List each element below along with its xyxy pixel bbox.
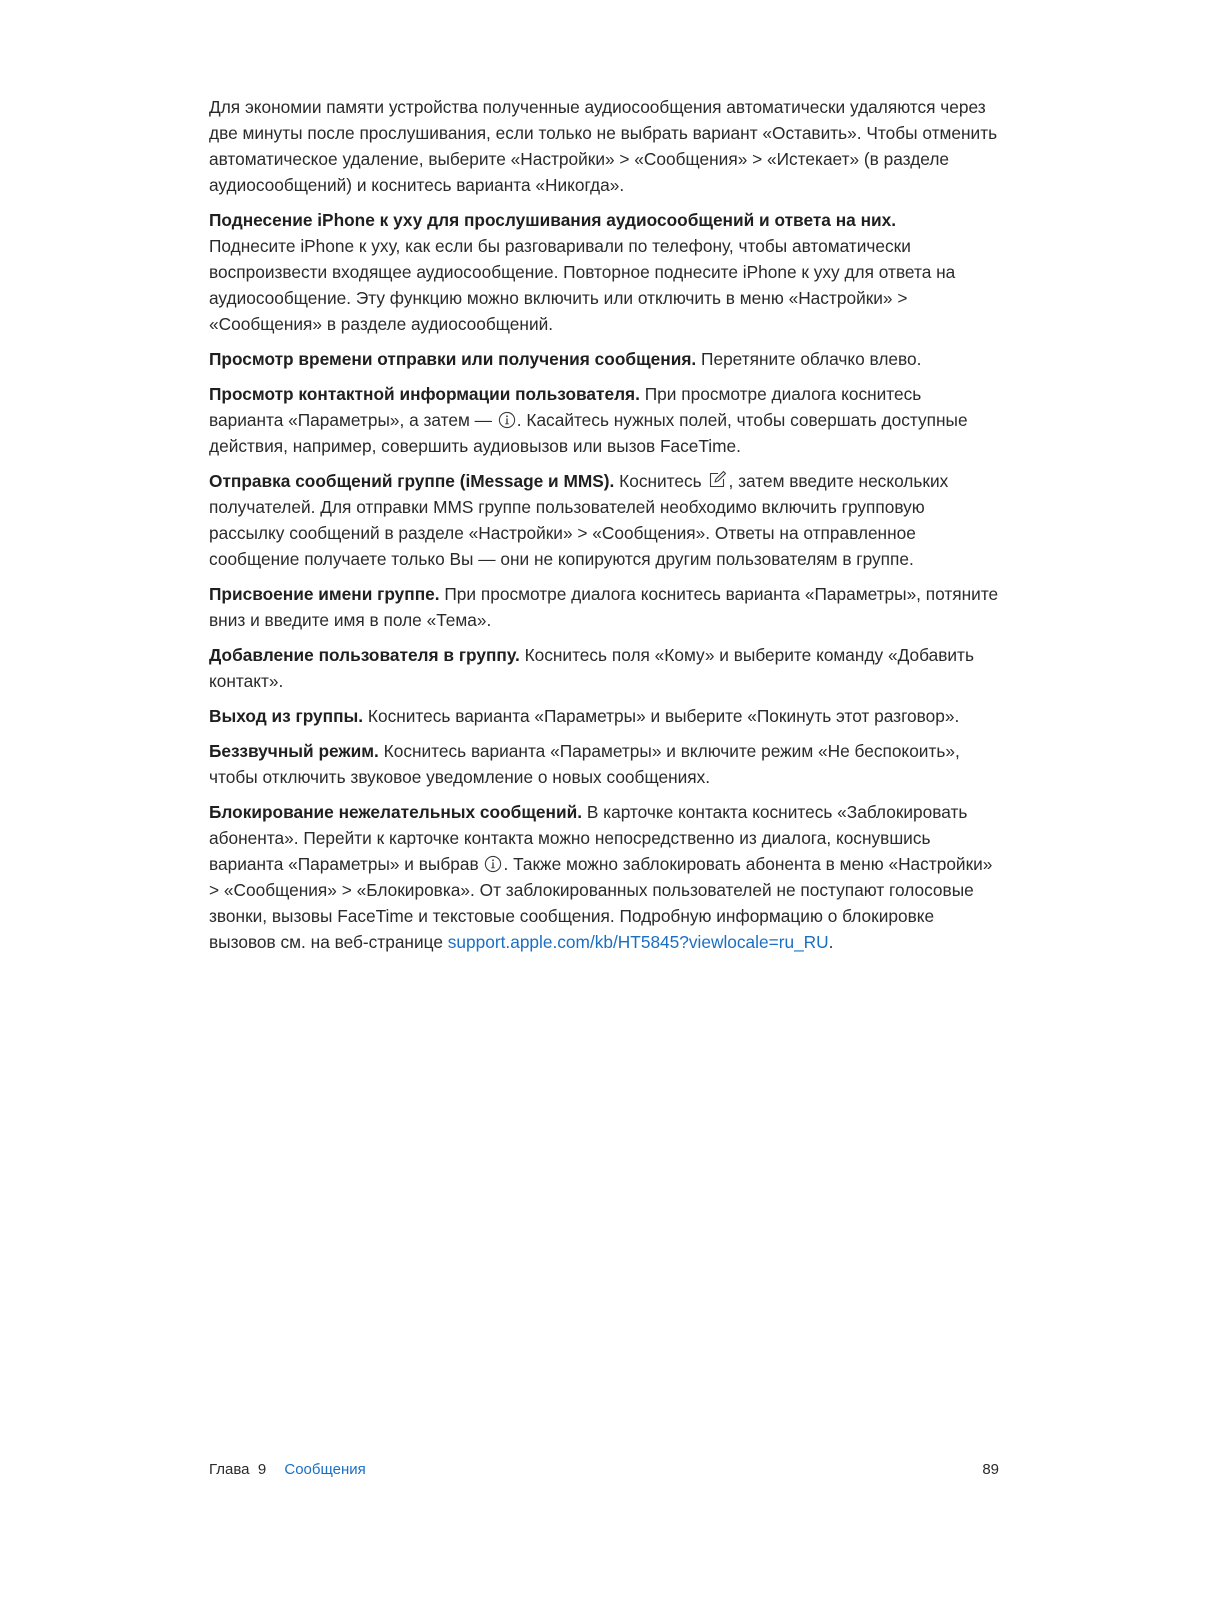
document-body — [209, 94, 999, 964]
support-link[interactable]: support.apple.com/kb/HT5845?viewlocale=ru_RU — [447, 932, 829, 952]
paragraph-text: , затем введите нескольких получателей. Для отправки MMS группе пользователей необходимо включить групповую рассылку сообщений в разделе «Настройки» > «Сообщения». Ответы на отправленное сообщение получаете только Вы — они не копируются другим пользователям в группе. — [209, 471, 949, 569]
paragraph-text: Коснитесь — [619, 471, 702, 491]
paragraph-group-name — [209, 581, 999, 633]
paragraph-block-messages — [209, 799, 999, 955]
paragraph-text: Коснитесь поля «Кому» и выберите команду «Добавить контакт». — [209, 645, 974, 691]
paragraph-heading: Просмотр времени отправки или получения сообщения. — [209, 349, 697, 369]
info-icon — [484, 855, 502, 873]
paragraph-heading: Присвоение имени группе. — [209, 584, 440, 604]
page-number: 89 — [982, 1461, 999, 1478]
paragraph-text: Коснитесь варианта «Параметры» и включите режим «Не беспокоить», чтобы отключить звуковое уведомление о новых сообщениях. — [209, 741, 960, 787]
paragraph-heading: Беззвучный режим. — [209, 741, 379, 761]
paragraph-heading: Блокирование нежелательных сообщений. — [209, 802, 582, 822]
paragraph-heading: Просмотр контактной информации пользователя. — [209, 384, 640, 404]
paragraph-heading: Выход из группы. — [209, 706, 364, 726]
paragraph-text: Перетяните облачко влево. — [701, 349, 922, 369]
paragraph-contact-info — [209, 381, 999, 459]
paragraph-heading: Отправка сообщений группе (iMessage и MMS). — [209, 471, 615, 491]
paragraph-text: В карточке контакта коснитесь «Заблокировать абонента». Перейти к карточке контакта можно непосредственно из диалога, коснувшись варианта «Параметры» и выбрав — [209, 802, 968, 874]
paragraph-group-messages — [209, 468, 999, 572]
paragraph-heading: Добавление пользователя в группу. — [209, 645, 520, 665]
paragraph-text: Поднесите iPhone к уху, как если бы разговаривали по телефону, чтобы автоматически воспроизвести входящее аудиосообщение. Повторное поднесите iPhone к уху для ответа на аудиосообщение. Эту функцию можно включить или отключить в меню «Настройки» > «Сообщения» в разделе аудиосообщений. — [209, 236, 956, 334]
info-icon — [498, 411, 516, 429]
paragraph-text: . Также можно заблокировать абонента в меню «Настройки» > «Сообщения» > «Блокировка». От заблокированных пользователей не поступают голосовые звонки, вызовы FaceTime и текстовые сообщения. Подробную информацию о блокировке вызовов см. на веб-странице — [209, 854, 993, 952]
paragraph-heading: Поднесение iPhone к уху для прослушивания аудиосообщений и ответа на них. — [209, 210, 897, 230]
paragraph-raise-to-listen — [209, 207, 999, 337]
paragraph-text: Для экономии памяти устройства полученные аудиосообщения автоматически удаляются через две минуты после прослушивания, если только не выбрать вариант «Оставить». Чтобы отменить автоматическое удаление, выберите «Настройки» > «Сообщения» > «Истекает» (в разделе аудиосообщений) и коснитесь варианта «Никогда». — [209, 97, 998, 195]
chapter-label: Глава 9 — [209, 1461, 267, 1478]
paragraph-text: При просмотре диалога коснитесь варианта «Параметры», а затем — — [209, 384, 922, 430]
page-footer — [209, 1459, 999, 1481]
paragraph-audio-expiry — [209, 94, 999, 198]
paragraph-text: . Касайтесь нужных полей, чтобы совершать доступные действия, например, совершить аудиовызов или вызов FaceTime. — [209, 410, 968, 456]
chapter-link[interactable]: Сообщения — [284, 1461, 366, 1478]
compose-icon — [707, 470, 727, 490]
paragraph-message-time — [209, 346, 999, 372]
paragraph-add-person — [209, 642, 999, 694]
paragraph-text: . — [828, 932, 834, 952]
paragraph-text: При просмотре диалога коснитесь варианта «Параметры», потяните вниз и введите имя в поле «Тема». — [209, 584, 999, 630]
paragraph-text: Коснитесь варианта «Параметры» и выберите «Покинуть этот разговор». — [367, 706, 960, 726]
paragraph-leave-group — [209, 703, 999, 729]
paragraph-silent-mode — [209, 738, 999, 790]
